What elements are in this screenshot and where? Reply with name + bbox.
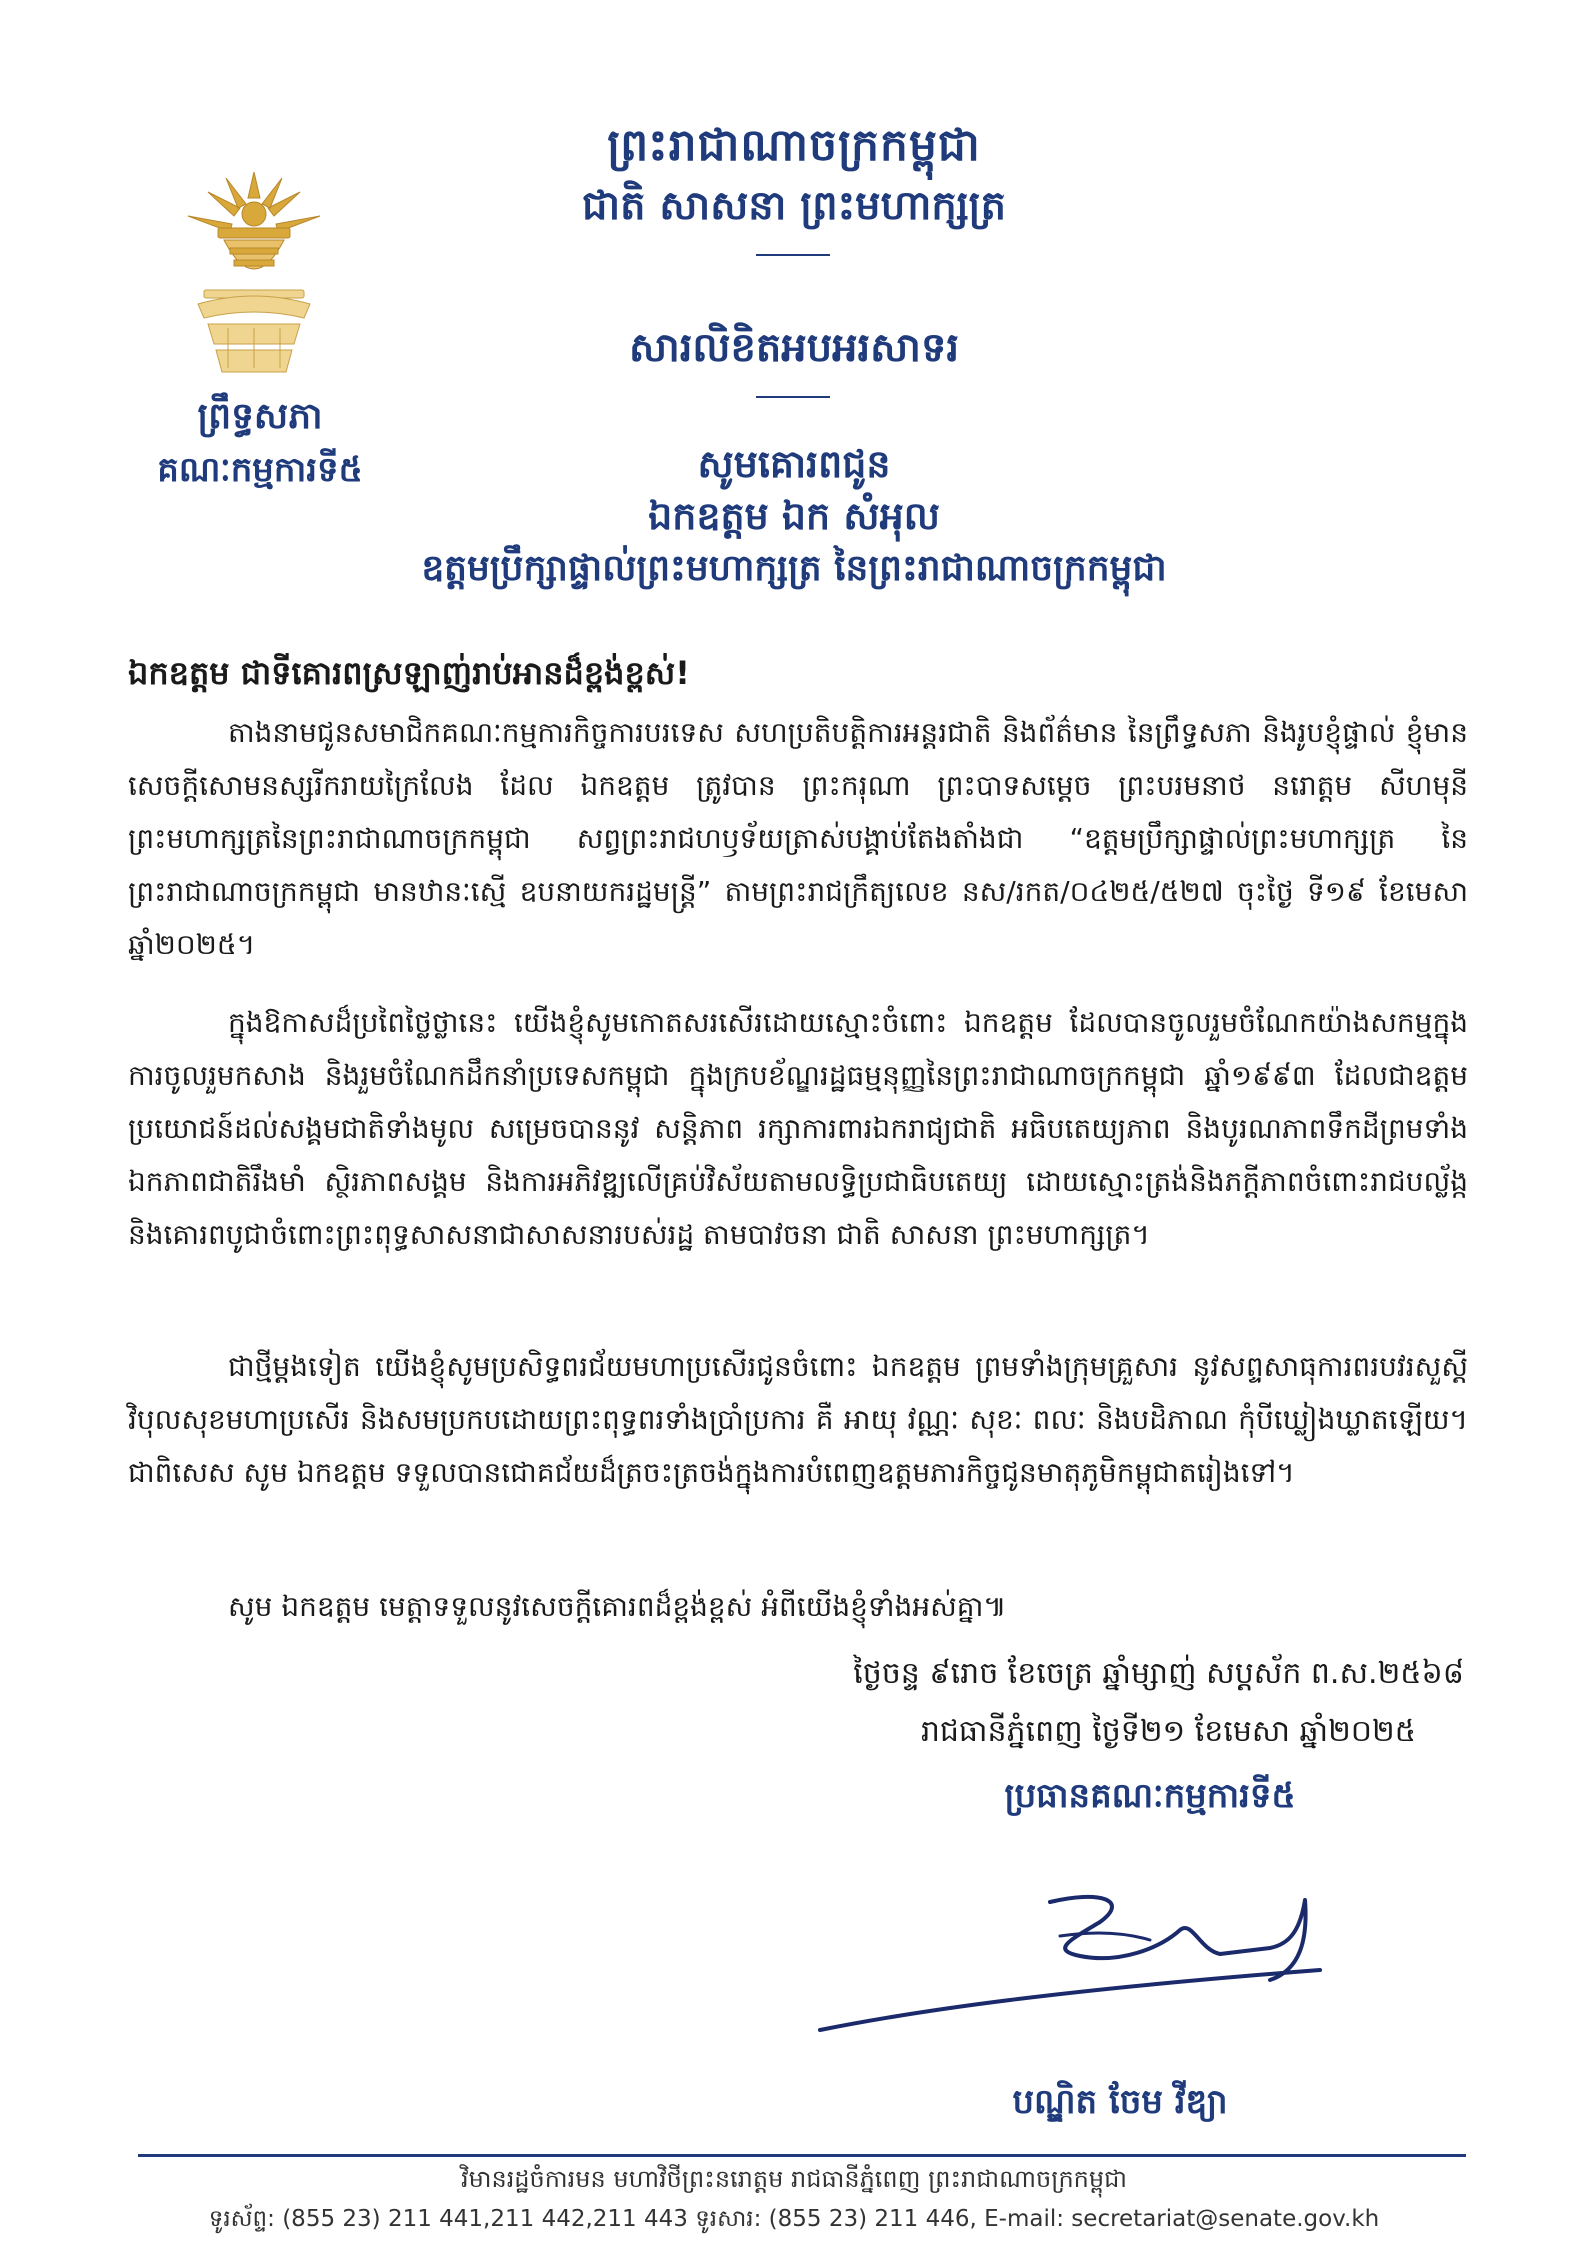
addressee-greeting: សូមគោរពជូន (697, 442, 891, 486)
signer-name: បណ្ឌិត ចែម វីឌ្យា (1012, 2082, 1228, 2122)
solar-date: រាជធានីភ្នំពេញ ថ្ងៃទី២១ ខែមេសា ឆ្នាំ២០២៥ (920, 1714, 1416, 1749)
addressee-position: ឧត្តមប្រឹក្សាផ្ទាល់ព្រះមហាក្សត្រ នៃព្រះរាជាណាចក្រកម្ពុជា (421, 548, 1167, 589)
paragraph-wishes: ជាថ្មីម្ដងទៀត យើងខ្ញុំសូមប្រសិទ្ធពរជ័យមហាប្រសើរជូនចំពោះ ឯកឧត្តម ព្រមទាំងក្រុមគ្រួសារ នូវសព្ទសាធុការពរបវរសួស្ដីវិបុលសុខមហាប្រសើរ និងសមប្រកបដោយព្រះពុទ្ធពរទាំងប្រាំប្រការ គឺ អាយុ វណ្ណៈ សុខៈ ពលៈ និងបដិភាណ កុំបីឃ្លៀងឃ្លាតឡើយ។ ជាពិសេស សូម ឯកឧត្តម ទទួលបានជោគជ័យដ៏ត្រចះត្រចង់ក្នុងការបំពេញឧត្តមភារកិច្ចជូនមាតុភូមិកម្ពុជាតរៀងទៅ។ (128, 1350, 1468, 1489)
lunar-date: ថ្ងៃចន្ទ ៩រោច ខែចេត្រ ឆ្នាំម្សាញ់ សប្តស័ក ព.ស.២៥៦៨ (853, 1656, 1464, 1691)
addressee-name: ឯកឧត្តម ឯក សំអុល (648, 494, 940, 538)
national-motto: ជាតិ សាសនា ព្រះមហាក្សត្រ (582, 183, 1006, 229)
title-divider (756, 396, 830, 398)
document-title: សារលិខិតអបអរសាទរ (628, 325, 960, 371)
paragraph-announcement: តាងនាមជូនសមាជិកគណៈកម្មការកិច្ចការបរទេស សហប្រតិបត្តិការអន្តរជាតិ និងព័ត៌មាន នៃព្រឹទ្ធសភា និងរូបខ្ញុំផ្ទាល់ ខ្ញុំមានសេចក្ដីសោមនស្សរីករាយក្រៃលែង ដែល ឯកឧត្តម ត្រូវបាន ព្រះករុណា ព្រះបាទសម្ដេច ព្រះបរមនាថ នរោត្តម សីហមុនី ព្រះមហាក្សត្រនៃព្រះរាជាណាចក្រកម្ពុជា សព្វព្រះរាជហឫទ័យត្រាស់បង្គាប់តែងតាំងជា “ឧត្តមប្រឹក្សាផ្ទាល់ព្រះមហាក្សត្រ នៃព្រះរាជាណាចក្រកម្ពុជា មានឋានៈស្មើ ឧបនាយករដ្ឋមន្ត្រី” តាមព្រះរាជក្រឹត្យលេខ នស/រកត/០៤២៥/៥២៧ ចុះថ្ងៃ ទី១៩ ខែមេសា ឆ្នាំ២០២៥។ (128, 716, 1468, 961)
committee-name: គណៈកម្មការទី៥ (157, 450, 363, 490)
org-name: ព្រឹទ្ធសភា (197, 396, 323, 437)
paragraph-closing: សូម ឯកឧត្តម មេត្តាទទួលនូវសេចក្ដីគោរពដ៏ខ្ពង់ខ្ពស់ អំពីយើងខ្ញុំទាំងអស់គ្នា៕ (228, 1590, 1007, 1623)
footer-contact: ទូរស័ព្ទ: (855 23) 211 441,211 442,211 443 ទូរសារ: (855 23) 211 446, E-mail: secretariat@senate.gov.kh (208, 2206, 1380, 2232)
handwritten-signature (800, 1860, 1360, 2060)
footer-rule (138, 2154, 1466, 2157)
salutation: ឯកឧត្តម ជាទីគោរពស្រឡាញ់រាប់អានដ៏ខ្ពង់ខ្ពស់! (128, 654, 690, 692)
header-divider (756, 254, 830, 256)
signer-title: ប្រធានគណៈកម្មការទី៥ (1004, 1776, 1296, 1816)
paragraph-praise: ក្នុងឱកាសដ៏ប្រពៃថ្លៃថ្លានេះ យើងខ្ញុំសូមកោតសរសើរដោយស្មោះចំពោះ ឯកឧត្តម ដែលបានចូលរួមចំណែកយ៉ាងសកម្មក្នុងការចូលរួមកសាង និងរួមចំណែកដឹកនាំប្រទេសកម្ពុជា ក្នុងក្របខ័ណ្ឌរដ្ឋធម្មនុញ្ញនៃព្រះរាជាណាចក្រកម្ពុជា ឆ្នាំ១៩៩៣ ដែលជាឧត្តមប្រយោជន៍ដល់សង្គមជាតិទាំងមូល សម្រេចបាននូវ សន្តិភាព រក្សាការពារឯករាជ្យជាតិ អធិបតេយ្យភាព និងបូរណភាពទឹកដីព្រមទាំងឯកភាពជាតិរឹងមាំ ស្ថិរភាពសង្គម និងការអភិវឌ្ឍលើគ្រប់វិស័យតាមលទ្ធិប្រជាធិបតេយ្យ ដោយស្មោះត្រង់និងភក្ដីភាពចំពោះរាជបល្ល័ង្ក និងគោរពបូជាចំពោះព្រះពុទ្ធសាសនាជាសាសនារបស់រដ្ឋ តាមបាវចនា ជាតិ សាសនា ព្រះមហាក្សត្រ។ (128, 1006, 1468, 1251)
footer-address: វិមានរដ្ឋចំការមន មហាវិថីព្រះនរោត្តម រាជធានីភ្នំពេញ ព្រះរាជាណាចក្រកម្ពុជា (460, 2165, 1127, 2193)
kingdom-heading: ព្រះរាជាណាចក្រកម្ពុជា (607, 120, 981, 171)
